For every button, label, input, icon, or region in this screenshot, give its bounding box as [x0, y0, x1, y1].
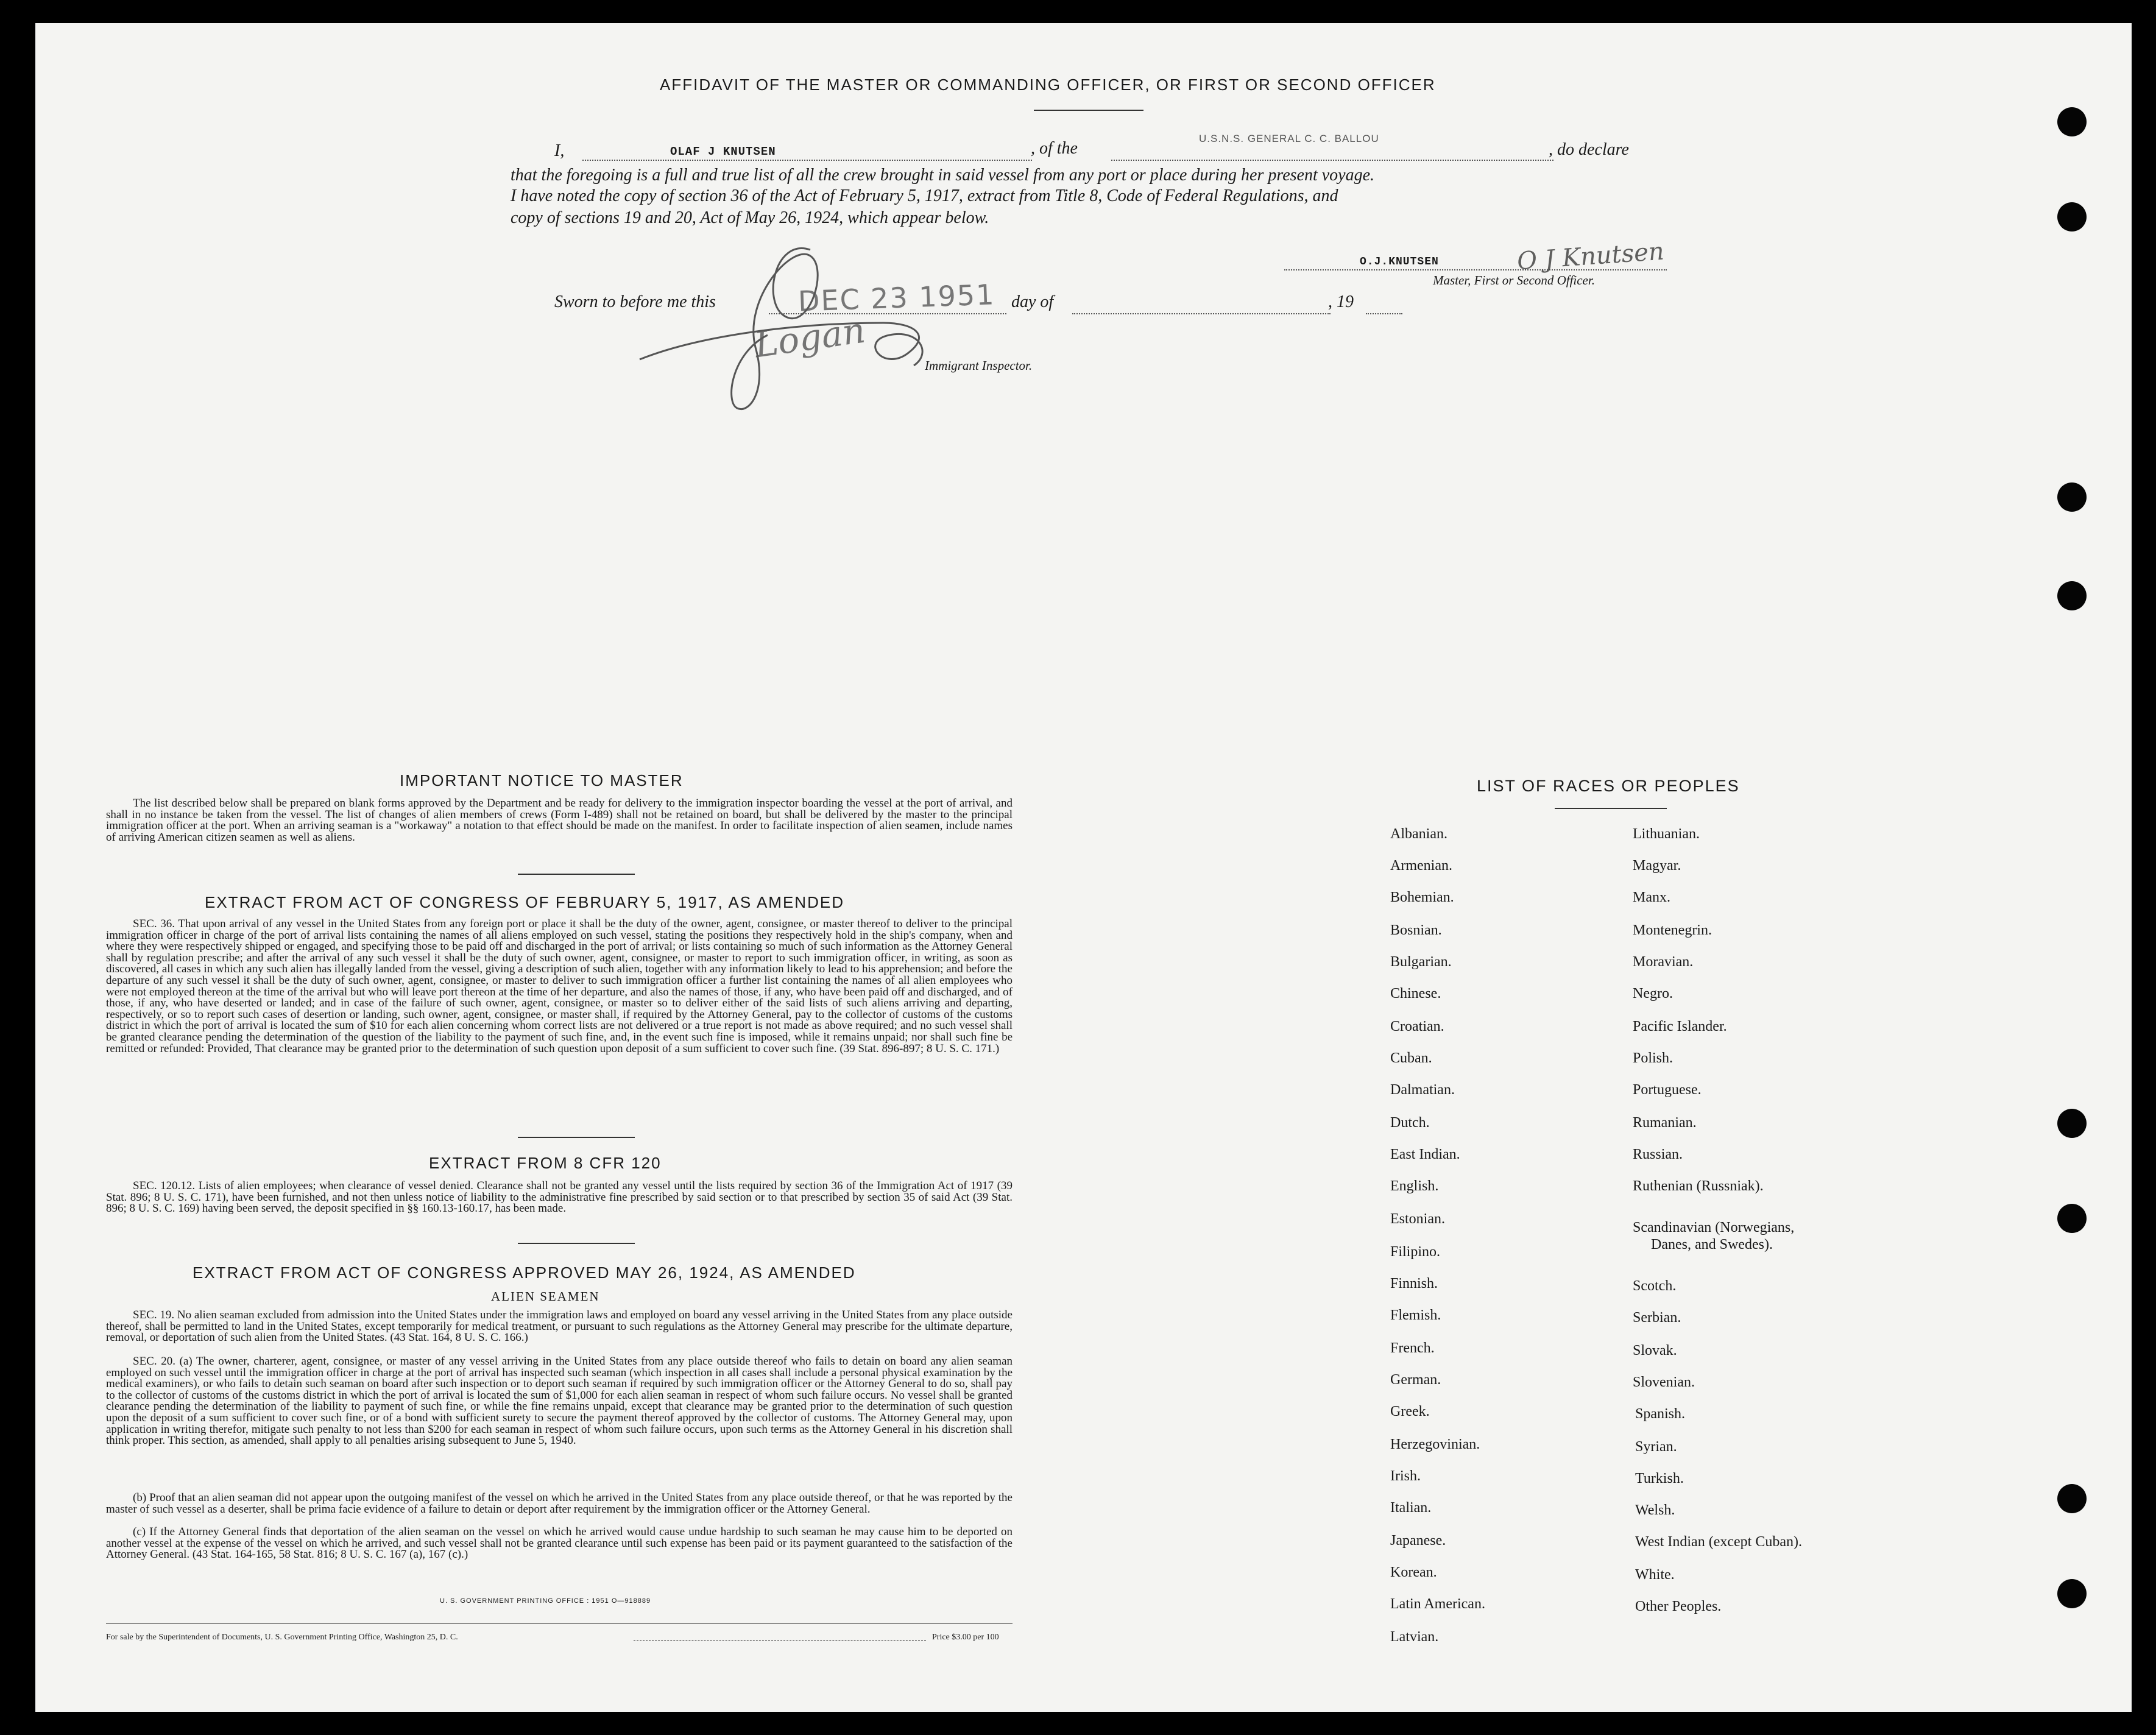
vessel-dotted-line: [1111, 160, 1553, 161]
year-dotted-line: [1366, 313, 1402, 314]
race-item: Latvian.: [1390, 1629, 1439, 1645]
race-item: Russian.: [1633, 1147, 1683, 1162]
race-item: Ruthenian (Russniak).: [1633, 1178, 1764, 1194]
of-the-label: , of the: [1031, 139, 1078, 158]
signer-typed: O.J.KNUTSEN: [1360, 256, 1439, 268]
race-item: Turkish.: [1635, 1471, 1684, 1486]
race-item: Greek.: [1390, 1404, 1430, 1419]
footer-rule: [106, 1623, 1013, 1624]
race-item: Lithuanian.: [1633, 826, 1700, 842]
affidavit-line-3: I have noted the copy of section 36 of the Act of February 5, 1917, extract from Title 8, Code of Federal Regulations, and: [511, 186, 1338, 205]
race-item: Portuguese.: [1633, 1082, 1702, 1098]
race-item: Polish.: [1633, 1050, 1674, 1066]
race-item: Bulgarian.: [1390, 954, 1452, 970]
divider: [518, 874, 635, 875]
race-item: Other Peoples.: [1635, 1599, 1722, 1614]
race-item: Cuban.: [1390, 1050, 1432, 1066]
race-item: Scandinavian (Norwegians,: [1633, 1220, 1795, 1235]
race-item: Bosnian.: [1390, 922, 1442, 938]
race-item: Serbian.: [1633, 1310, 1681, 1326]
race-item: Moravian.: [1633, 954, 1694, 970]
date-stamp: DEC 23 1951: [797, 278, 996, 318]
race-item: Rumanian.: [1633, 1115, 1697, 1131]
sec-20c-body: (c) If the Attorney General finds that deportation of the alien seaman on the vessel on which he arrived would cause undue hardship to such seaman he may cause him to be deported on another vessel at the expense of the vessel on which he arrived, and such vessel shall not be granted clearance until such expense has been paid or its payment guaranteed to the satisfaction of the Attorney General. (43 Stat. 164-165, 58 Stat. 816; 8 U. S. C. 167 (a), 167 (c).): [106, 1525, 1013, 1561]
punch-hole: [2057, 107, 2087, 136]
race-item: Slovak.: [1633, 1343, 1677, 1359]
master-name-typed: OLAF J KNUTSEN: [670, 145, 776, 158]
signature-dotted-line: [1284, 269, 1667, 270]
race-item: West Indian (except Cuban).: [1635, 1534, 1802, 1550]
affidavit-title: AFFIDAVIT OF THE MASTER OR COMMANDING OFFICER, OR FIRST OR SECOND OFFICER: [660, 76, 1436, 94]
race-item: Filipino.: [1390, 1244, 1441, 1260]
race-item: Negro.: [1633, 986, 1673, 1002]
gpo-line: U. S. GOVERNMENT PRINTING OFFICE : 1951 O—918889: [440, 1597, 651, 1605]
extract-cfr-title: EXTRACT FROM 8 CFR 120: [429, 1154, 662, 1172]
race-item: Slovenian.: [1633, 1374, 1695, 1390]
affidavit-pronoun: I,: [554, 141, 565, 160]
race-item: Bohemian.: [1390, 889, 1454, 905]
do-declare-label: , do declare: [1549, 140, 1629, 159]
race-item: Flemish.: [1390, 1307, 1441, 1323]
extract-1924-title: EXTRACT FROM ACT OF CONGRESS APPROVED MAY 26, 1924, AS AMENDED: [193, 1263, 856, 1282]
name-dotted-line: [582, 160, 1032, 161]
race-item: Pacific Islander.: [1633, 1019, 1727, 1034]
sec-20b-body: (b) Proof that an alien seaman did not appear upon the outgoing manifest of the vessel on which he arrived in the United States from any place outside thereof, or that he was reported by the master of such vessel as a deserter, shall be prima facie evidence of a failure to detain or deport after requirement by the immigration officer or the Attorney General.: [106, 1491, 1013, 1516]
divider: [1034, 110, 1143, 111]
footer-leader: [634, 1640, 926, 1641]
day-of-label: day of: [1011, 292, 1054, 311]
divider: [518, 1137, 635, 1138]
extract-1917-body: SEC. 36. That upon arrival of any vessel in the United States from any foreign port or place it shall be the duty of the owner, agent, consignee, or master thereof to deliver to the principal immigration officer in charge of the port of arrival lists containing the names of all aliens employed on such vessel, stating the positions they respectively hold in the ship's company, when and where they were respectively shipped or engaged, and specifying those to be paid off and discharged in the port of arrival; or lists containing so much of such information as the Attorney General shall by regulation prescribe; and after the arrival of any such vessel it shall be the duty of such owner, agent, consignee, or master to report to such immigration officer, in writing, as soon as discovered, all cases in which any such alien has illegally landed from the vessel, giving a description of such alien, together with any information likely to lead to his apprehension; and before the departure of any such vessel it shall be the duty of such owner, agent, consignee, or master to deliver to such immigration officer a further list containing the names of all alien employees who were not employed thereon at the time of the arrival but who will leave port thereon at the time of her departure, and also the names of those, if any, who have been paid off and discharged, and of those, if any, who have deserted or landed; and in case of the failure of such owner, agent, consignee, or master so to deliver either of the said lists of such aliens arriving and departing, respectively, or so to report such cases of desertion or landing, such owner, agent, consignee, or master shall, if required by the Attorney General, pay to the collector of customs of the customs district in which the port of arrival is located the sum of $10 for each alien concerning whom correct lists are not delivered or a true report is not made as above required; and no such vessel shall be granted clearance pending the determination of the question of the liability to the payment of such fine, and, in the event such fine is imposed, while it remains unpaid; nor shall such fine be remitted or refunded: Provided, That clearance may be granted prior to the determination of such question upon deposit of a sum sufficient to cover such fine. (39 Stat. 896-897; 8 U. S. C. 171.): [106, 917, 1013, 1055]
race-item: Danes, and Swedes).: [1651, 1237, 1773, 1253]
sec-19-body: SEC. 19. No alien seaman excluded from admission into the United States under the immigration laws and employed on board any vessel arriving in the United States from any place outside thereof, shall be permitted to land in the United States, except temporarily for medical treatment, or pursuant to such regulations as the Attorney General may prescribe for the ultimate departure, removal, or deportation of such alien from the United States. (43 Stat. 164, 8 U. S. C. 166.): [106, 1309, 1013, 1345]
race-item: Estonian.: [1390, 1211, 1445, 1227]
punch-hole: [2057, 1484, 2087, 1513]
race-item: Croatian.: [1390, 1019, 1444, 1034]
punch-hole: [2057, 1109, 2087, 1138]
race-item: Finnish.: [1390, 1276, 1438, 1292]
sec-20a-body: SEC. 20. (a) The owner, charterer, agent, consignee, or master of any vessel arriving in the United States from any place outside thereof who fails to detain on board any alien seaman employed on such vessel until the immigration officer in charge at the port of arrival has inspected such seaman (which inspection in all cases shall include a personal physical examination by the medical examiners), or who fails to detain such seaman on board after such inspection or to deport such seaman if required by such immigration officer or the Attorney General to do so, shall pay to the collector of customs of the customs district in which the port of arrival is located the sum of $1,000 for each alien seaman in respect of whom such failure occurs. No vessel shall be granted clearance pending the determination of the liability to payment of such fine, or while the fine remains unpaid, except that clearance may be granted prior to the determination of such question upon the deposit of a sum sufficient to cover such fine, or of a bond with sufficient surety to secure the payment thereof approved by the collector of customs. The Attorney General may, upon application in writing therefor, mitigate such penalty to not less than $200 for each seaman in respect of whom such failure occurs, upon such terms as the Attorney General in his discretion shall think proper. This section, as amended, shall apply to all penalties arising subsequent to June 5, 1940.: [106, 1355, 1013, 1447]
punch-hole: [2057, 581, 2087, 610]
extract-1924-subtitle: ALIEN SEAMEN: [491, 1289, 600, 1304]
affidavit-line-2: that the foregoing is a full and true list of all the crew brought in said vessel from any port or place during her present voyage.: [511, 166, 1375, 185]
race-item: East Indian.: [1390, 1147, 1460, 1162]
notice-title: IMPORTANT NOTICE TO MASTER: [400, 771, 684, 790]
inspector-signature: Logan: [752, 309, 868, 366]
race-item: Japanese.: [1390, 1533, 1446, 1549]
extract-1917-title: EXTRACT FROM ACT OF CONGRESS OF FEBRUARY 5, 1917, AS AMENDED: [205, 893, 844, 911]
race-item: Dalmatian.: [1390, 1082, 1455, 1098]
race-item: Spanish.: [1635, 1406, 1686, 1422]
race-item: Irish.: [1390, 1468, 1421, 1484]
race-item: Manx.: [1633, 889, 1670, 905]
master-signature: O J Knutsen: [1516, 237, 1666, 276]
sworn-label: Sworn to before me this: [554, 292, 716, 311]
race-item: French.: [1390, 1340, 1435, 1356]
races-title: LIST OF RACES OR PEOPLES: [1477, 777, 1740, 795]
inspector-caption: Immigrant Inspector.: [925, 358, 1033, 373]
race-item: Scotch.: [1633, 1278, 1677, 1294]
race-item: White.: [1635, 1567, 1675, 1583]
punch-hole: [2057, 1204, 2087, 1233]
race-item: Korean.: [1390, 1564, 1437, 1580]
race-item: Albanian.: [1390, 826, 1447, 842]
race-item: Italian.: [1390, 1500, 1432, 1516]
affidavit-line-4: copy of sections 19 and 20, Act of May 26, 1924, which appear below.: [511, 208, 989, 227]
divider: [518, 1243, 635, 1244]
month-dotted-line: [1072, 313, 1331, 314]
footer-right: Price $3.00 per 100: [932, 1633, 999, 1642]
punch-hole: [2057, 1579, 2087, 1608]
race-item: Herzegovinian.: [1390, 1436, 1480, 1452]
race-item: Montenegrin.: [1633, 922, 1712, 938]
race-item: German.: [1390, 1372, 1441, 1388]
form-sheet: [35, 23, 2132, 1712]
race-item: Armenian.: [1390, 858, 1452, 874]
race-item: Magyar.: [1633, 858, 1681, 874]
extract-cfr-body: SEC. 120.12. Lists of alien employees; when clearance of vessel denied. Clearance shall not be granted any vessel until the lists required by section 36 of the Immigration Act of 1917 (39 Stat. 896; 8 U. S. C. 171), have been furnished, and not then unless notice of liability to the administrative fine prescribed by said section or to that prescribed by section 35 of said Act (39 Stat. 896; 8 U. S. C. 169) having been served, the deposit specified in §§ 160.13-160.17, has been made.: [106, 1179, 1013, 1215]
race-item: Latin American.: [1390, 1596, 1485, 1612]
race-item: Syrian.: [1635, 1439, 1677, 1455]
divider: [1555, 808, 1667, 809]
signer-caption: Master, First or Second Officer.: [1433, 273, 1595, 288]
notice-body: The list described below shall be prepared on blank forms approved by the Department and be ready for delivery to the immigration inspector boarding the vessel at the port of arrival, and shall in no instance be taken from the vessel. The list of changes of alien members of crews (Form I-489) shall not be retained on board, but shall be delivered by the master to the principal immigration officer at the port. When an arriving seaman is a "workaway" a notation to that effect should be made on the manifest. In order to facilitate inspection of alien seamen, include names of arriving American citizen seamen as well as aliens.: [106, 797, 1013, 844]
punch-hole: [2057, 202, 2087, 231]
footer-left: For sale by the Superintendent of Documents, U. S. Government Printing Office, Washington 25, D. C.: [106, 1633, 458, 1642]
race-item: English.: [1390, 1178, 1439, 1194]
year-prefix: , 19: [1328, 292, 1354, 311]
punch-hole: [2057, 482, 2087, 512]
race-item: Welsh.: [1635, 1502, 1675, 1518]
race-item: Dutch.: [1390, 1115, 1430, 1131]
race-item: Chinese.: [1390, 986, 1441, 1002]
vessel-name: U.S.N.S. GENERAL C. C. BALLOU: [1199, 133, 1379, 144]
